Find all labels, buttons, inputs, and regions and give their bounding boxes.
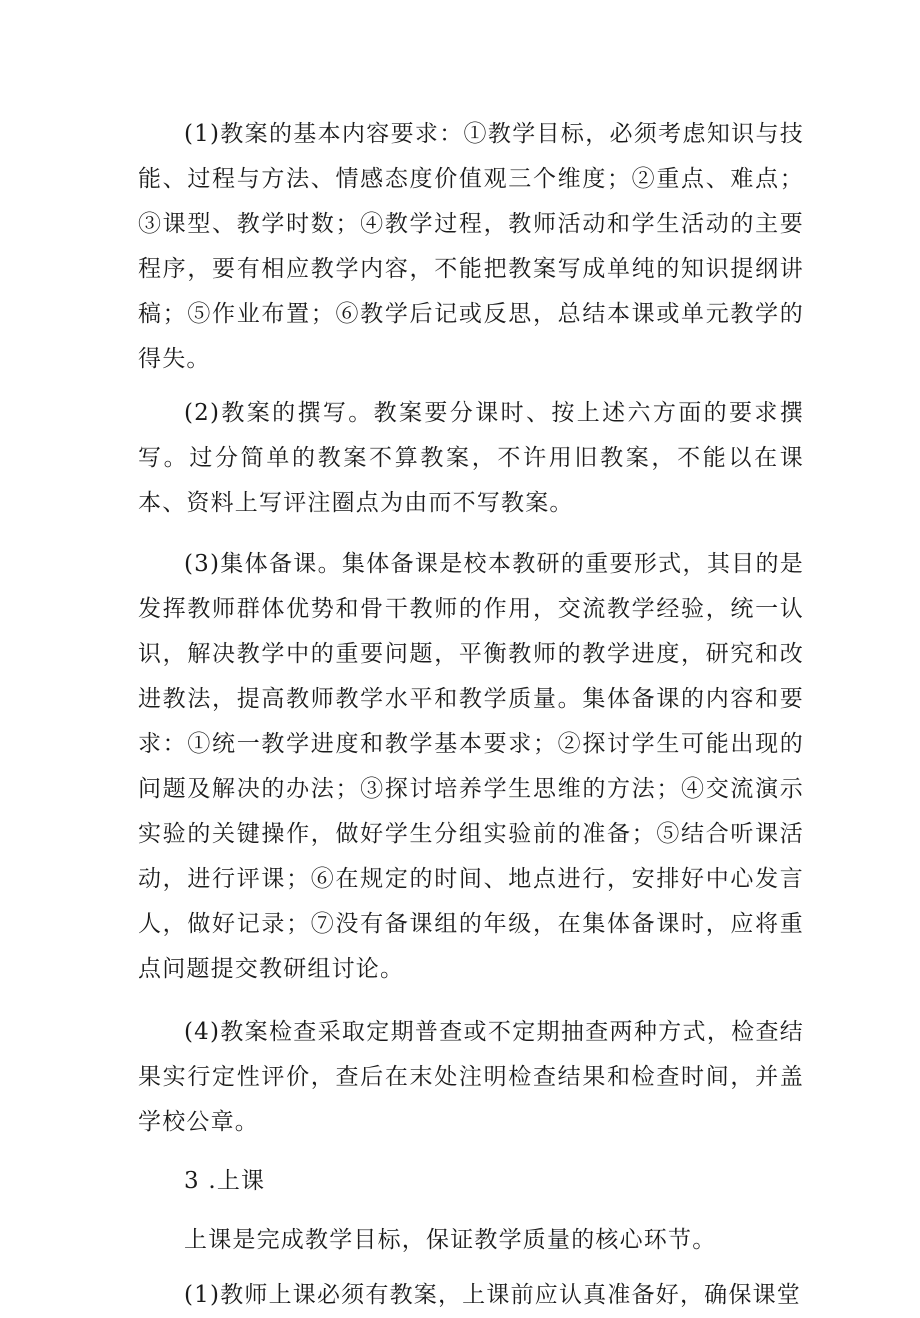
paragraph-class-requirements: (1)教师上课必须有教案，上课前应认真准备好，确保课堂 [184, 1282, 801, 1308]
paragraph-lesson-plan-requirements: (1)教案的基本内容要求：①教学目标，必须考虑知识与技能、过程与方法、情感态度价值观三个维度；②重点、难点；③课型、教学时数；④教学过程，教师活动和学生活动的主要程序，要有相应教学内容，不能把教案写成单纯的知识提纲讲稿；⑤作业布置；⑥教学后记或反思，总结本课或单元教学的得失。 [138, 121, 804, 372]
document-body [138, 112, 804, 1318]
paragraph-lesson-plan-writing: (2)教案的撰写。教案要分课时、按上述六方面的要求撰写。过分简单的教案不算教案，不许用旧教案，不能以在课本、资料上写评注圈点为由而不写教案。 [138, 400, 804, 516]
section-intro: 上课是完成教学目标，保证教学质量的核心环节。 [184, 1227, 717, 1253]
paragraph-collective-preparation: (3)集体备课。集体备课是校本教研的重要形式，其目的是发挥教师群体优势和骨干教师的作用，交流教学经验，统一认识，解决教学中的重要问题，平衡教师的教学进度，研究和改进教法，提高教师教学水平和教学质量。集体备课的内容和要求：①统一教学进度和教学基本要求；②探讨学生可能出现的问题及解决的办法；③探讨培养学生思维的方法；④交流演示实验的关键操作，做好学生分组实验前的准备；⑤结合听课活动，进行评课；⑥在规定的时间、地点进行，安排好中心发言人，做好记录；⑦没有备课组的年级，在集体备课时，应将重点问题提交教研组讨论。 [138, 551, 804, 982]
paragraph-lesson-plan-inspection: (4)教案检查采取定期普查或不定期抽查两种方式，检查结果实行定性评价，查后在末处注明检查结果和检查时间，并盖学校公章。 [138, 1019, 804, 1135]
section-heading-class: 3 .上课 [184, 1168, 266, 1194]
